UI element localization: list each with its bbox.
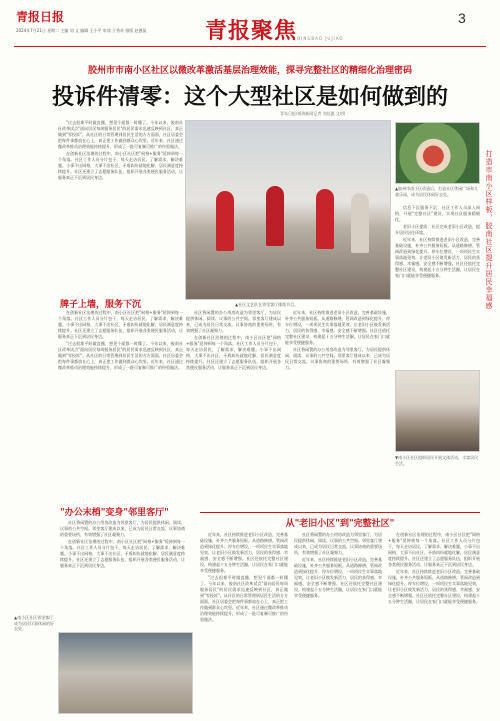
dancer-figure [316,189,334,249]
subsection-3-text-col3 [388,532,480,714]
header-rule [14,46,486,47]
aerial-photo [395,122,480,184]
subsection-3-text-col2 [294,532,382,714]
sub2-paragraph: 社区将闲置的办公用房改造为邻里客厅，为居民提供休闲、阅读、议事的公共空间。邻里客厅建成以来，已成为居民日常交流、议事协商的重要场所，有效增强了社区凝聚力。 [60,520,185,537]
dancer-figure [351,193,369,253]
mid-paragraph-2: 在创新社区治理的过程中，南小区社区把"网格+服务"延伸到每一个角落。社区工作人员分片包干，每天走访居民，了解需求，解决难题。小事不出网格，大事不出社区，矛盾纠纷就地化解，居民满意度持续提升。社区还建立了志愿服务队伍，组织开展各类便民服务活动，让服务真正下沉到居民身边。 [186,335,281,370]
section-subtitle: QINGBAO JUJIAO [297,36,344,41]
section-divider [200,512,480,513]
sub1-paragraph-2: "过去很难平时做直播，想见个面都一时懂了。今年以来，胶南社区改革试点"面向居民每周服务居民"的居民需求迅速反映到社区，真正做到"零投诉"。从社区的日常管理到居民生活的方方面面，社区居委会把每件事都放在心上，真正把工作做到群众心坎里。近年来，社区通过微改革推动治理效能持续提升，形成了一批可复制可推广的经验做法。 [58,341,183,370]
right-paragraph-1: 信息下沉服务下沉：社区工作人员深入网格，开展"完整社区"建设，实现社区服务精细化。 [395,205,480,222]
sub3-paragraph-3: 社区将闲置的办公用房改造为邻里客厅，为居民提供休闲、阅读、议事的公共空间。邻里客厅建成以来，已成为居民日常交流、议事协商的重要场所，有效增强了社区凝聚力。 [294,532,382,555]
sub3-paragraph-4: 近年来，社区持续推进老旧小区改造，完善基础设施，补齐公共服务短板。从道路修缮、管网改造到绿化提升、停车位增设，一项项民生实事落地见效，让老旧小区焕发新活力，居民的获得感、幸福感、安全感不断增强。社区还依托完整社区建设，构建起十五分钟生活圈，让居民在家门口就能享受便捷服务。 [294,557,382,598]
sub3-paragraph: 近年来，社区持续推进老旧小区改造，完善基础设施，补齐公共服务短板。从道路修缮、管网改造到绿化提升、停车位增设，一项项民生实事落地见效，让老旧小区焕发新活力，居民的获得感、幸福感、安全感不断增强。社区还依托完整社区建设，构建起十五分钟生活圈，让居民在家门口就能享受便捷服务。 [200,532,288,573]
intro-paragraph-2: 在创新社区治理的过程中，南小区社区把"网格+服务"延伸到每一个角落。社区工作人员分片包干，每天走访居民，了解需求，解决难题。小事不出网格，大事不出社区，矛盾纠纷就地化解，居民满意度持续提升。社区还建立了志愿服务队伍，组织开展各类便民服务活动，让服务真正下沉到居民身边。 [58,151,183,180]
article-kicker: 胶州市市南小区社区以微改革激活基层治理效能，探寻完整社区的精细化治理密码 [87,66,412,76]
dancer-figure [266,186,284,246]
aerial-photo-caption: ▲胶州市南小区改造后，打造社区休闲广场和儿童乐园，成为居民休闲好去处。 [395,186,479,197]
middle-column-text-2 [285,310,390,500]
sub3-paragraph-5: 在创新社区治理的过程中，南小区社区把"网格+服务"延伸到每一个角落。社区工作人员分片包干，每天走访居民，了解需求，解决难题。小事不出网格，大事不出社区，矛盾纠纷就地化解，居民满意度持续提升。社区还建立了志愿服务队伍，组织开展各类便民服务活动，让服务真正下沉到居民身边。 [388,532,480,567]
subsection-3-text-col1 [200,532,288,714]
mid-paragraph: 社区将闲置的办公用房改造为邻里客厅，为居民提供休闲、阅读、议事的公共空间。邻里客厅建成以来，已成为居民日常交流、议事协商的重要场所，有效增强了社区凝聚力。 [186,310,281,333]
article-headline: 投诉件清零：这个大型社区是如何做到的 [51,84,448,110]
page-number: 3 [458,10,466,26]
sub3-paragraph-2: "过去很难平时做直播，想见个面都一时懂了。今年以来，胶南社区改革试点"面向居民每周服务居民"的居民需求迅速反映到社区，真正做到"零投诉"。从社区的日常管理到居民生活的方方面面，社区居委会把每件事都放在心上，真正把工作做到群众心坎里。近年来，社区通过微改革推动治理效能持续提升，形成了一批可复制可推广的经验做法。 [200,575,288,622]
performance-photo [185,120,391,300]
side-banner: 打造市南小区样板，胶南社区提升居民幸福感 [485,150,493,310]
intro-paragraph: "过去很难平时做直播，想见个面都一时懂了。今年以来，胶南社区改革试点"面向居民每周服务居民"的居民需求迅速反映到社区，真正做到"零投诉"。从社区的日常管理到居民生活的方方面面，社区居委会把每件事都放在心上，真正把工作做到群众心坎里。近年来，社区通过微改革推动治理效能持续提升，形成了一批可复制可推广的经验做法。 [58,120,183,149]
issue-meta: 2024年7月21日 星期二 主编 刘 文 编辑 王小平 审读 于秀奇 排版 赵德侃 [16,28,147,33]
performance-photo-caption: ▲社区文艺队在邻里客厅排练节目。 [235,302,299,307]
hall-photo [58,632,193,714]
newspaper-logo: 青报日报 [16,10,65,24]
activity-photo [395,370,480,452]
intro-text [58,120,183,300]
article-byline: 青岛日报/观海新闻记者 刘佳惠 文/图 [280,111,346,116]
activity-photo-caption: ▼南小区社区组织居民开展文体活动，丰富居民生活。 [395,455,479,466]
hall-photo-caption: ▲南小区社区邻里客厅成为居民议事休闲的好去处。 [14,615,54,631]
subsection-1-text [58,310,183,500]
subsection-title-2: "办公末梢"变身"邻里客厅" [60,508,169,518]
section-title: 青报聚焦 [205,18,298,44]
right-paragraph-2: 老旧小区提质：社区完成老旧小区改造，提升居民居住环境。 [395,224,480,235]
sub2-paragraph-2: 在创新社区治理的过程中，南小区社区把"网格+服务"延伸到每一个角落。社区工作人员分片包干，每天走访居民，了解需求，解决难题。小事不出网格，大事不出社区，矛盾纠纷就地化解，居民满意度持续提升。社区还建立了志愿服务队伍，组织开展各类便民服务活动，让服务真正下沉到居民身边。 [60,539,185,568]
subsection-title-1: 牌子上墙，服务下沉 [60,300,142,310]
middle-column-text [186,310,281,500]
mid2-paragraph-2: 社区将闲置的办公用房改造为邻里客厅，为居民提供休闲、阅读、议事的公共空间。邻里客厅建成以来，已成为居民日常交流、议事协商的重要场所，有效增强了社区凝聚力。 [285,347,390,370]
sub3-paragraph-6: 近年来，社区持续推进老旧小区改造，完善基础设施，补齐公共服务短板。从道路修缮、管网改造到绿化提升、停车位增设，一项项民生实事落地见效，让老旧小区焕发新活力，居民的获得感、幸福感、安全感不断增强。社区还依托完整社区建设，构建起十五分钟生活圈，让居民在家门口就能享受便捷服务。 [388,569,480,604]
right-column-text [395,205,480,360]
subsection-2-text [60,520,185,630]
subsection-title-3: 从"老旧小区"到"完整社区" [285,519,395,529]
sub1-paragraph: 在创新社区治理的过程中，南小区社区把"网格+服务"延伸到每一个角落。社区工作人员分片包干，每天走访居民，了解需求，解决难题。小事不出网格，大事不出社区，矛盾纠纷就地化解，居民满意度持续提升。社区还建立了志愿服务队伍，组织开展各类便民服务活动，让服务真正下沉到居民身边。 [58,310,183,339]
mid2-paragraph: 近年来，社区持续推进老旧小区改造，完善基础设施，补齐公共服务短板。从道路修缮、管网改造到绿化提升、停车位增设，一项项民生实事落地见效，让老旧小区焕发新活力，居民的获得感、幸福感、安全感不断增强。社区还依托完整社区建设，构建起十五分钟生活圈，让居民在家门口就能享受便捷服务。 [285,310,390,345]
dancer-figure [216,191,234,251]
right-paragraph-3: 近年来，社区持续推进老旧小区改造，完善基础设施，补齐公共服务短板。从道路修缮、管网改造到绿化提升、停车位增设，一项项民生实事落地见效，让老旧小区焕发新活力，居民的获得感、幸福感、安全感不断增强。社区还依托完整社区建设，构建起十五分钟生活圈，让居民在家门口就能享受便捷服务。 [395,237,480,278]
